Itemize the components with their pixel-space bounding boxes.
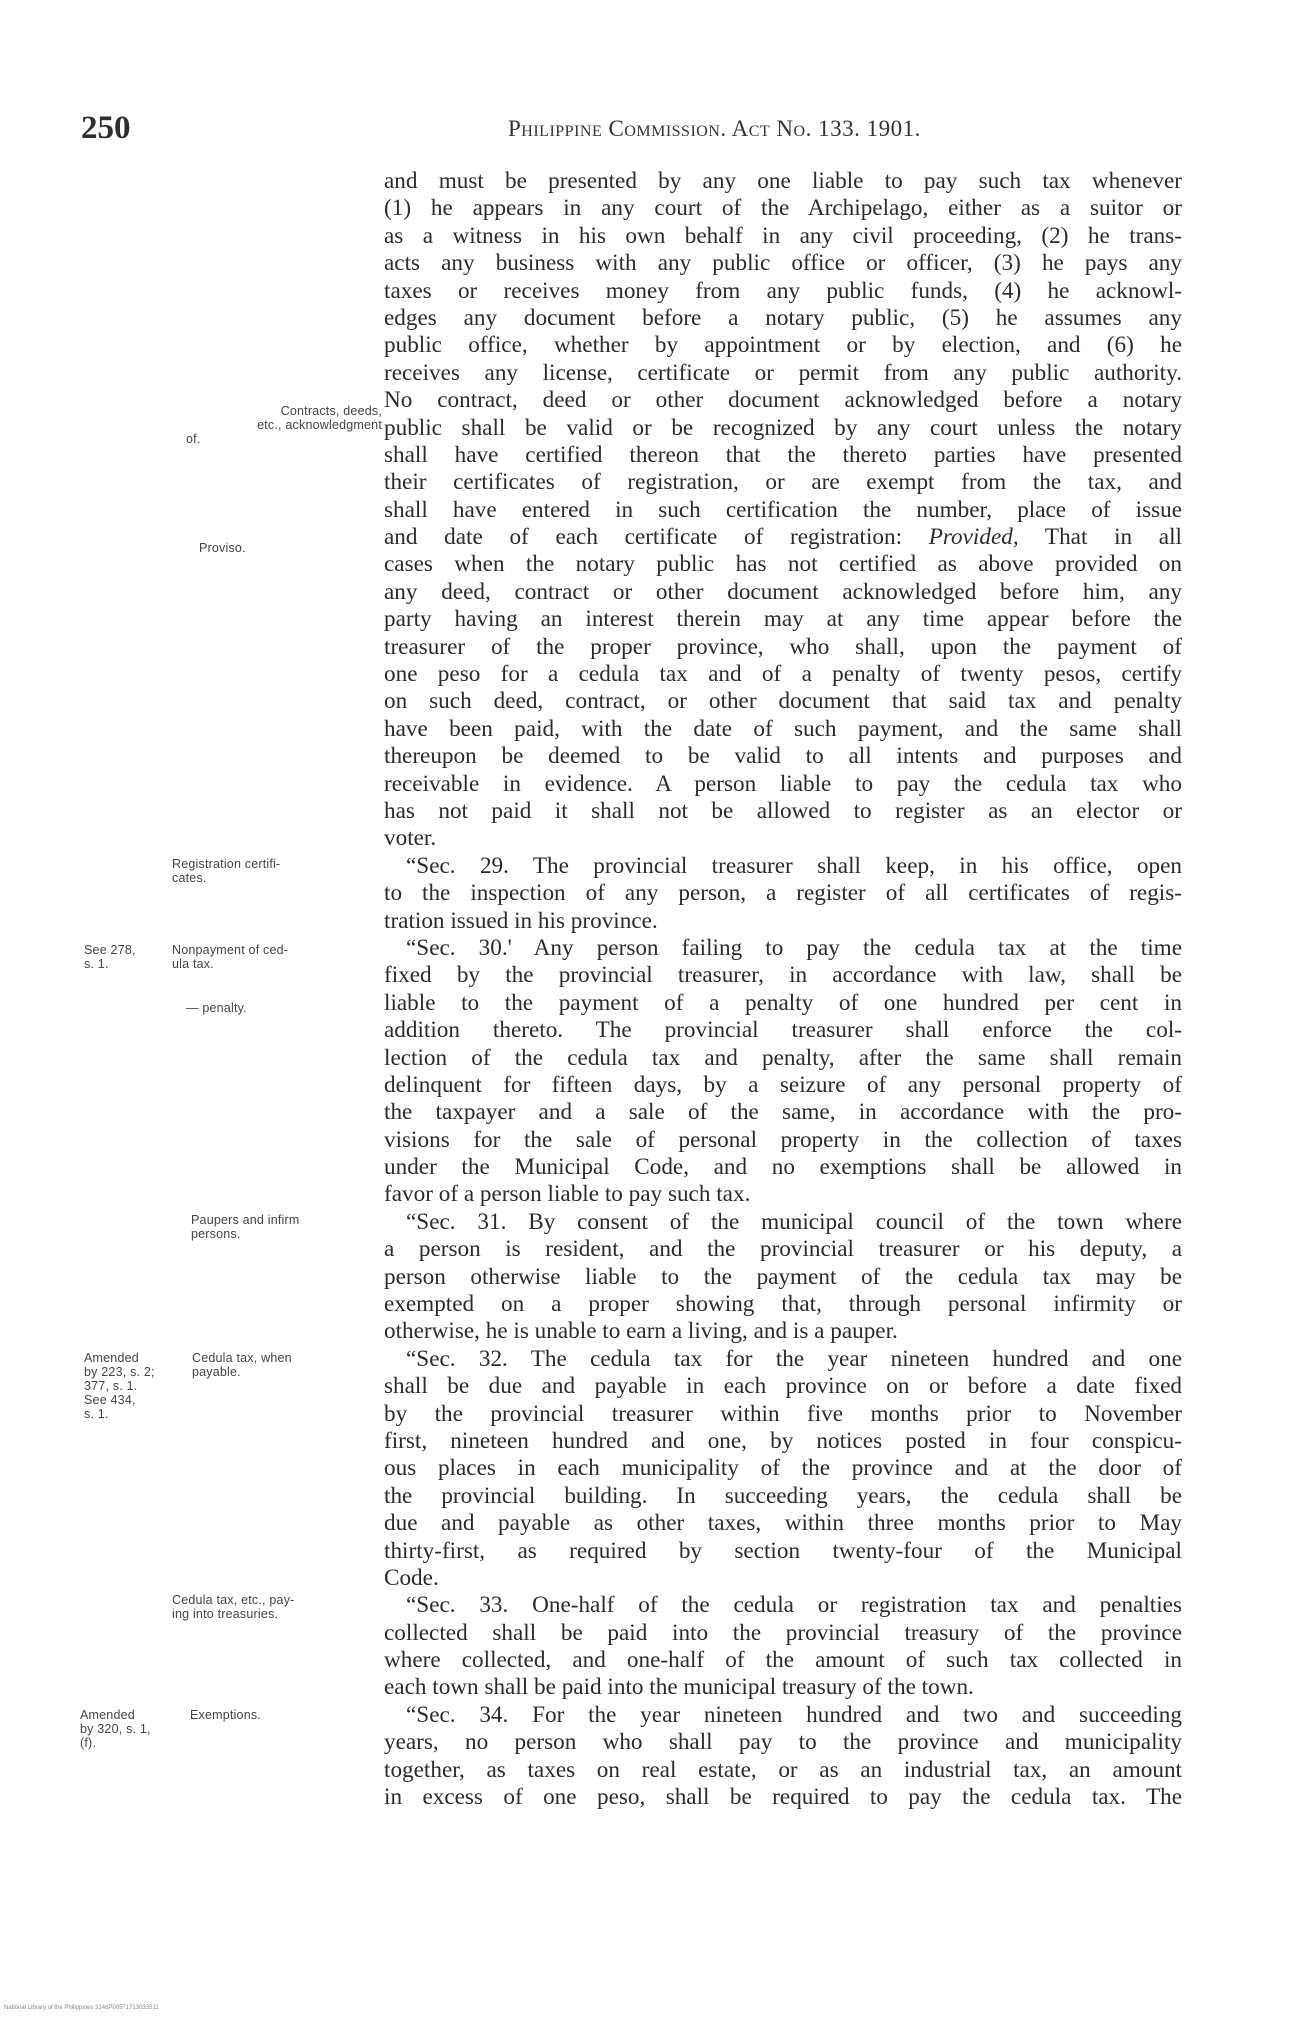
body-line: as a witness in his own behalf in any civil proceeding, (2) he trans- — [384, 222, 1182, 249]
margin-note-line: of. — [186, 432, 201, 446]
margin-note-line: s. 1. — [84, 957, 109, 971]
margin-note-penalty — [186, 1001, 247, 1015]
body-line: their certificates of registration, or are exempt from the tax, and — [384, 469, 1182, 496]
margin-note-registration — [172, 857, 280, 885]
margin-note-contracts — [186, 404, 382, 446]
body-line: “Sec. 33. One-half of the cedula or registration tax and penalties — [406, 1592, 1182, 1619]
body-line: public office, whether by appointment or by election, and (6) he — [384, 332, 1182, 359]
margin-note-line: Amended — [84, 1351, 139, 1365]
page-number: 250 — [81, 110, 131, 146]
margin-note-nonpayment — [172, 943, 288, 971]
margin-note-cedula-treasuries — [172, 1593, 295, 1621]
body-line: (1) he appears in any court of the Archipelago, either as a suitor or — [384, 195, 1182, 222]
body-line: treasurer of the proper province, who shall, upon the payment of — [384, 633, 1182, 660]
body-line: by the provincial treasurer within five months prior to November — [384, 1400, 1182, 1427]
margin-note-line: Cedula tax, when — [192, 1351, 292, 1365]
margin-note-see-278 — [84, 943, 136, 971]
body-line: voter. — [384, 825, 437, 852]
body-line: one peso for a cedula tax and of a penalty of twenty pesos, certify — [384, 661, 1182, 688]
margin-note-line: — penalty. — [186, 1001, 247, 1015]
margin-note-line: by 320, s. 1, — [80, 1722, 151, 1736]
body-line: have been paid, with the date of such payment, and the same shall — [384, 715, 1182, 742]
body-line: taxes or receives money from any public funds, (4) he acknowl- — [384, 277, 1182, 304]
body-line: person otherwise liable to the payment of the cedula tax may be — [384, 1263, 1182, 1290]
body-line: shall be due and payable in each province on or before a date fixed — [384, 1373, 1182, 1400]
margin-note-amended-320 — [80, 1708, 151, 1750]
body-line: the provincial building. In succeeding years, the cedula shall be — [384, 1482, 1182, 1509]
body-line: each town shall be paid into the municipal treasury of the town. — [384, 1674, 974, 1701]
body-line: any deed, contract or other document acknowledged before him, any — [384, 578, 1182, 605]
body-line: liable to the payment of a penalty of one hundred per cent in — [384, 989, 1182, 1016]
body-line: on such deed, contract, or other document that said tax and penalty — [384, 688, 1182, 715]
body-line: receivable in evidence. A person liable to pay the cedula tax who — [384, 770, 1182, 797]
body-line: acts any business with any public office or officer, (3) he pays any — [384, 250, 1182, 277]
margin-note-line: Paupers and infirm — [191, 1213, 300, 1227]
body-line: lection of the cedula tax and penalty, after the same shall remain — [384, 1044, 1182, 1071]
body-line: cases when the notary public has not certified as above provided on — [384, 551, 1182, 578]
margin-note-line: ing into treasuries. — [172, 1607, 279, 1621]
body-line: party having an interest therein may at any time appear before the — [384, 606, 1182, 633]
body-line: collected shall be paid into the provincial treasury of the province — [384, 1619, 1182, 1646]
body-line: together, as taxes on real estate, or as an industrial tax, an amount — [384, 1756, 1182, 1783]
margin-note-line: persons. — [191, 1227, 241, 1241]
margin-note-line: Nonpayment of ced- — [172, 943, 289, 957]
body-line: shall have certified thereon that the thereto parties have presented — [384, 441, 1182, 468]
body-line: thirty-first, as required by section twenty-four of the Municipal — [384, 1537, 1182, 1564]
body-line: shall have entered in such certification the number, place of issue — [384, 496, 1182, 523]
body-line: receives any license, certificate or permit from any public authority. — [384, 359, 1182, 386]
margin-note-line: See 434, — [84, 1393, 136, 1407]
margin-note-line: Contracts, deeds, — [280, 404, 382, 418]
body-line: Code. — [384, 1564, 439, 1591]
body-line: under the Municipal Code, and no exemptions shall be allowed in — [384, 1154, 1182, 1181]
body-text — [384, 168, 1182, 1811]
body-line: and date of each certificate of registration: Provided, That in all — [384, 524, 1182, 551]
body-line: fixed by the provincial treasurer, in accordance with law, shall be — [384, 962, 1182, 989]
body-line: “Sec. 32. The cedula tax for the year nineteen hundred and one — [406, 1345, 1182, 1372]
margin-note-line: payable. — [192, 1365, 241, 1379]
margin-note-line: by 223, s. 2; — [84, 1365, 155, 1379]
margin-note-line: (f). — [80, 1736, 97, 1750]
body-line: otherwise, he is unable to earn a living, and is a pauper. — [384, 1318, 898, 1345]
body-line: where collected, and one-half of the amount of such tax collected in — [384, 1647, 1182, 1674]
body-line: a person is resident, and the provincial treasurer or his deputy, a — [384, 1236, 1182, 1263]
body-line: “Sec. 34. For the year nineteen hundred and two and succeeding — [406, 1701, 1182, 1728]
body-line: visions for the sale of personal property in the collection of taxes — [384, 1126, 1182, 1153]
body-line: ous places in each municipality of the province and at the door of — [384, 1455, 1182, 1482]
margin-note-cedula-when — [192, 1351, 292, 1379]
body-line: and must be presented by any one liable to pay such tax whenever — [384, 168, 1182, 194]
margin-note-line: 377, s. 1. — [84, 1379, 138, 1393]
body-line: public shall be valid or be recognized by any court unless the notary — [384, 414, 1182, 441]
margin-note-line: Amended — [80, 1708, 135, 1722]
body-line: “Sec. 30.' Any person failing to pay the cedula tax at the time — [406, 934, 1182, 961]
body-line: “Sec. 29. The provincial treasurer shall keep, in his office, open — [406, 852, 1182, 879]
body-line: exempted on a proper showing that, through personal infirmity or — [384, 1291, 1182, 1318]
body-line: addition thereto. The provincial treasurer shall enforce the col- — [384, 1017, 1182, 1044]
body-line: delinquent for fifteen days, by a seizure of any personal property of — [384, 1071, 1182, 1098]
margin-note-line: Proviso. — [199, 541, 246, 555]
margin-note-line: Registration certifi- — [172, 857, 281, 871]
margin-note-amended-223 — [84, 1351, 155, 1421]
running-head: Philippine Commission. Act No. 133. 1901. — [508, 116, 921, 141]
body-line: has not paid it shall not be allowed to register as an elector or — [384, 797, 1182, 824]
margin-note-line: ula tax. — [172, 957, 214, 971]
scan-credit: National Library of the Philippines 3146P00571713033511 — [4, 2005, 159, 2011]
margin-note-line: cates. — [172, 871, 207, 885]
margin-note-line: See 278, — [84, 943, 136, 957]
margin-note-line: Exemptions. — [190, 1708, 261, 1722]
body-line: “Sec. 31. By consent of the municipal council of the town where — [406, 1208, 1182, 1235]
body-line: favor of a person liable to pay such tax. — [384, 1181, 751, 1208]
margin-note-paupers — [191, 1213, 300, 1241]
margin-note-line: etc., acknowledgment — [257, 418, 382, 432]
body-line: tration issued in his province. — [384, 907, 658, 934]
body-line: in excess of one peso, shall be required to pay the cedula tax. The — [384, 1784, 1182, 1811]
body-line: No contract, deed or other document acknowledged before a notary — [384, 387, 1182, 414]
body-line: due and payable as other taxes, within three months prior to May — [384, 1510, 1182, 1537]
body-line: years, no person who shall pay to the province and municipality — [384, 1729, 1182, 1756]
margin-note-line: s. 1. — [84, 1407, 109, 1421]
margin-note-line: Cedula tax, etc., pay- — [172, 1593, 295, 1607]
body-line: first, nineteen hundred and one, by notices posted in four conspicu- — [384, 1427, 1182, 1454]
body-line: edges any document before a notary public, (5) he assumes any — [384, 304, 1182, 331]
body-line: thereupon be deemed to be valid to all intents and purposes and — [384, 743, 1182, 770]
body-line: the taxpayer and a sale of the same, in accordance with the pro- — [384, 1099, 1182, 1126]
margin-note-exemptions — [190, 1708, 261, 1722]
body-line: to the inspection of any person, a register of all certificates of regis- — [384, 880, 1182, 907]
margin-note-proviso — [199, 541, 246, 555]
